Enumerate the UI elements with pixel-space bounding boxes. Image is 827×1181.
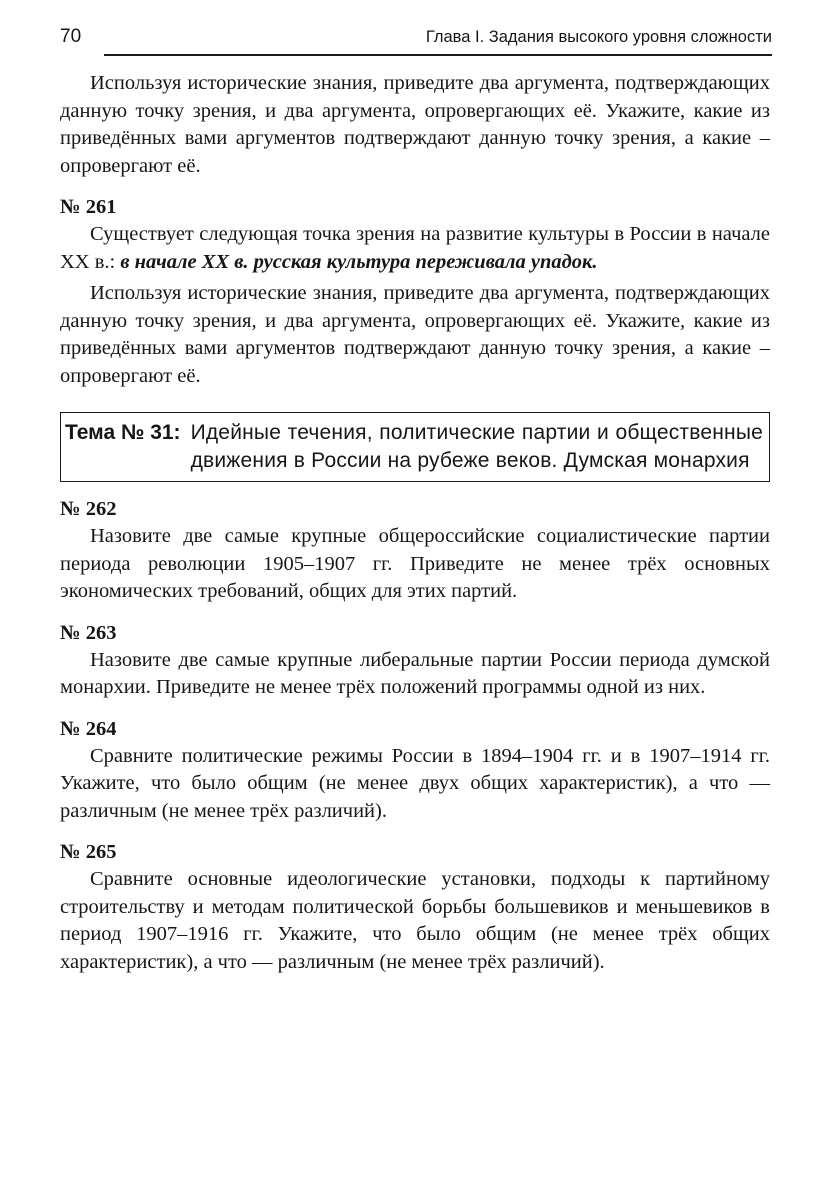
task-263-text: Назовите две самые крупные либеральные партии России периода думской монархии. Приведите не менее трёх положений программы одной из них.: [60, 648, 770, 698]
task-number-263: № 263: [60, 621, 117, 644]
topic-title: Идейные течения, политические партии и общественные движения в России на рубеже веков. Думская монархия: [190, 421, 763, 472]
task-261-instruction: Используя исторические знания, приведите два аргумента, подтверждающих данную точку зрения, и два аргумента, опровергающих её. Укажите, какие из приведённых вами аргументов подтверждают данную точку зрения, а какие –опровергают её.: [60, 282, 770, 387]
task-264-text: Сравните политические режимы России в 1894–1904 гг. и в 1907–1914 гг. Укажите, что было общим (не менее двух общих характеристик), а что — различным (не менее трёх различий).: [60, 744, 770, 822]
task-261-claim: в начале XX в. русская культура переживала упадок.: [120, 250, 598, 273]
task-261-lead: Существует следующая точка зрения на развитие культуры в России в начале XX в.:: [60, 223, 770, 273]
task-265-text: Сравните основные идеологические установки, подходы к партийному строительству и методам политической борьбы большевиков и меньшевиков в период 1907–1916 гг. Укажите, что было общим (не менее трёх общих характеристик), а что — различным (не менее трёх различий).: [60, 868, 770, 973]
task-262-text: Назовите две самые крупные общероссийские социалистические партии периода революции 1905–1907 гг. Приведите не менее трёх основных экономических требований, общих для этих партий.: [60, 525, 770, 602]
running-title: Глава I. Задания высокого уровня сложности: [425, 28, 772, 46]
topic-label: Тема № 31:: [65, 421, 181, 444]
task-number-261: № 261: [60, 196, 117, 218]
page-content: [60, 70, 770, 976]
header-rule: [104, 54, 772, 56]
topic-box: [60, 412, 770, 482]
task-261-statement: [60, 221, 770, 276]
task-number-262: № 262: [60, 498, 117, 520]
intro-paragraph: Используя исторические знания, приведите два аргумента, подтверждающих данную точку зрения, и два аргумента, опровергающих её. Укажите, какие из приведённых вами аргументов подтверждают данную точку зрения, а какие – опровергают её.: [60, 72, 770, 177]
page-header: [60, 26, 772, 56]
task-number-265: № 265: [60, 841, 117, 863]
task-number-264: № 264: [60, 717, 117, 740]
page-number: 70: [60, 26, 82, 47]
